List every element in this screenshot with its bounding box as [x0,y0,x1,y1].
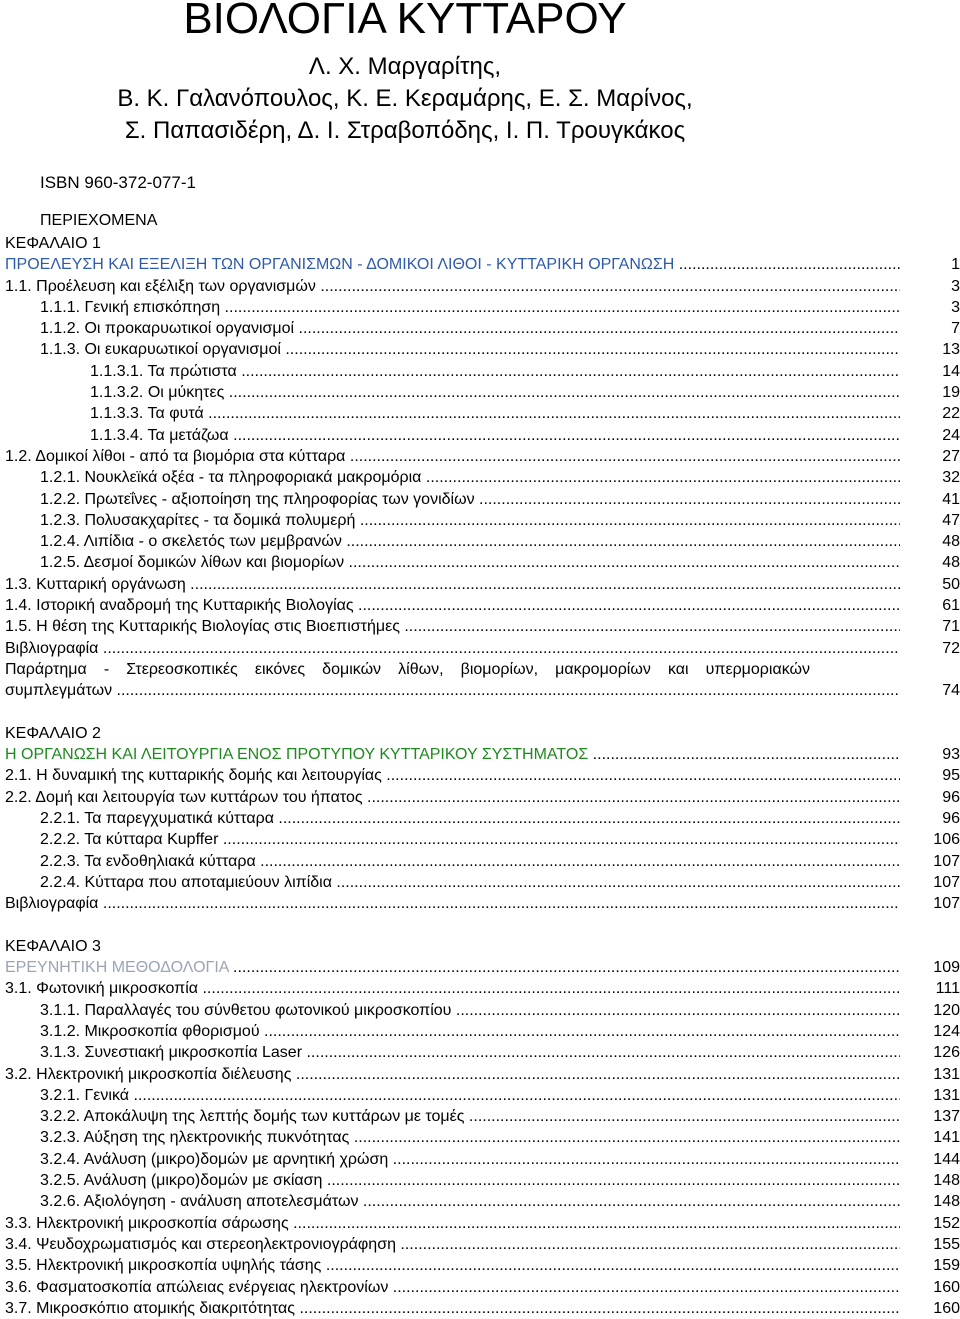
toc-entry-text: 1.1.3.4. Τα μετάζωα ..... [90,425,900,446]
toc-entry-text: 1.1.1. Γενική επισκόπηση ..... [40,297,900,318]
toc-entry-page: 96 [942,788,960,806]
chapter-3-heading: ΚΕΦΑΛΑΙΟ 3 [5,937,101,955]
toc-entry-page: 27 [942,447,960,465]
authors-line-2: Β. Κ. Γαλανόπουλος, Κ. Ε. Κεραμάρης, Ε. Σ. Μαρίνος, [117,85,693,112]
toc-entry-text: 2.2.4. Κύτταρα που αποταμιεύουν λιπίδια ..... [40,872,900,893]
toc-entry-text: 3.6. Φασματοσκοπία απώλειας ενέργειας ηλεκτρονίων ..... [5,1277,900,1298]
toc-entry-page: 74 [942,682,960,700]
toc-entry-page: 148 [933,1193,960,1211]
toc-entry[interactable] [0,1000,960,1021]
book-title: ΒΙΟΛΟΓΙΑ ΚΥΤΤΑΡΟΥ [183,0,627,43]
toc-entry-text: 1.1.3.2. Οι μύκητες ..... [90,382,900,403]
toc-entry-page: 24 [942,426,960,444]
toc-entry-page: 7 [951,320,960,338]
toc-entry-page: 148 [933,1172,960,1190]
toc-entry[interactable] [0,893,960,914]
chapter-2-heading: ΚΕΦΑΛΑΙΟ 2 [5,724,101,742]
toc-entry[interactable] [0,1021,960,1042]
contents-heading: ΠΕΡΙΕΧΟΜΕΝΑ [40,212,158,229]
toc-entry[interactable] [0,297,960,318]
toc-entry[interactable] [0,978,960,999]
toc-entry-page: 13 [942,341,960,359]
toc-entry-text: 1.2.1. Νουκλεϊκά οξέα - τα πληροφοριακά μακρομόρια ..... [40,467,900,488]
toc-entry[interactable] [0,851,960,872]
toc-entry-page: 124 [933,1022,960,1040]
toc-entry[interactable] [0,872,960,893]
toc-entry-text: 2.2.3. Τα ενδοθηλιακά κύτταρα ..... [40,851,900,872]
toc-entry-text: Βιβλιογραφία ..... [5,638,900,659]
toc-entry-page: 48 [942,533,960,551]
toc-entry-text: ΠΡΟΕΛΕΥΣΗ ΚΑΙ ΕΞΕΛΙΞΗ ΤΩΝ ΟΡΓΑΝΙΣΜΩΝ - ΔΟΜΙΚΟΙ ΛΙΘΟΙ - ΚΥΤΤΑΡΙΚΗ ΟΡΓΑΝΩΣΗ ..... [5,254,900,275]
toc-entry[interactable] [0,425,960,446]
toc-entry-text: 3.2.3. Αύξηση της ηλεκτρονικής πυκνότητας ..... [40,1127,900,1148]
toc-entry-text: 1.1.3. Οι ευκαρυωτικοί οργανισμοί ..... [40,339,900,360]
toc-entry-page: 126 [933,1044,960,1062]
toc-entry-text: 1.1.3.1. Τα πρώτιστα ..... [90,361,900,382]
toc-entry[interactable] [0,361,960,382]
toc-entry-text: 3.5. Ηλεκτρονική μικροσκοπία υψηλής τάσης ..... [5,1255,900,1276]
toc-entry-page: 71 [942,618,960,636]
toc-entry[interactable] [0,616,960,637]
toc-entry[interactable] [0,318,960,339]
toc-entry[interactable] [0,1085,960,1106]
toc-entry-page: 93 [942,746,960,764]
toc-entry[interactable] [0,1191,960,1212]
chapter-2-title-row[interactable] [0,744,960,765]
toc-entry[interactable] [0,552,960,573]
toc-entry-page: 95 [942,767,960,785]
toc-entry[interactable] [0,1106,960,1127]
toc-entry[interactable] [0,829,960,850]
toc-entry-text: 1.2.2. Πρωτεΐνες - αξιοποίηση της πληροφορίας των γονιδίων ..... [40,489,900,510]
toc-entry-text: 3.2.5. Ανάλυση (μικρο)δομών με σκίαση ..... [40,1170,900,1191]
toc-entry[interactable] [0,1149,960,1170]
toc-entry-page: 131 [933,1086,960,1104]
toc-entry-page: 160 [933,1278,960,1296]
toc-entry-text: συμπλεγμάτων ..... [5,680,900,701]
toc-entry-text: Η ΟΡΓΑΝΩΣΗ ΚΑΙ ΛΕΙΤΟΥΡΓΙΑ ΕΝΟΣ ΠΡΟΤΥΠΟΥ ΚΥΤΤΑΡΙΚΟΥ ΣΥΣΤΗΜΑΤΟΣ ..... [5,744,900,765]
appendix-line-1[interactable]: Παράρτημα - Στερεοσκοπικές εικόνες δομικών λίθων, βιομορίων, μακρομορίων και υπερμοριακών [5,660,810,678]
toc-entry-text: 1.2.3. Πολυσακχαρίτες - τα δομικά πολυμερή ..... [40,510,900,531]
toc-entry-page: 32 [942,469,960,487]
toc-entry-page: 155 [933,1235,960,1253]
toc-entry-text: 1.2.5. Δεσμοί δομικών λίθων και βιομορίων ..... [40,552,900,573]
toc-entry[interactable] [0,1064,960,1085]
toc-entry-page: 109 [933,959,960,977]
toc-entry-page: 72 [942,639,960,657]
toc-entry-text: Βιβλιογραφία ..... [5,893,900,914]
toc-entry-page: 50 [942,575,960,593]
toc-entry-text: 1.3. Κυτταρική οργάνωση ..... [5,574,900,595]
toc-entry-text: 1.1.2. Οι προκαρυωτικοί οργανισμοί ..... [40,318,900,339]
toc-entry[interactable] [0,276,960,297]
toc-entry[interactable] [0,467,960,488]
toc-entry-page: 107 [933,873,960,891]
toc-entry-page: 61 [942,597,960,615]
toc-entry-text: 1.5. Η θέση της Κυτταρικής Βιολογίας στις Βιοεπιστήμες ..... [5,616,900,637]
toc-entry-page: 137 [933,1108,960,1126]
toc-entry-page: 111 [935,980,960,998]
toc-entry-text: ΕΡΕΥΝΗΤΙΚΗ ΜΕΘΟΔΟΛΟΓΙΑ ..... [5,957,900,978]
chapter-1-title-row[interactable] [0,254,960,275]
toc-entry-text: 1.4. Ιστορική αναδρομή της Κυτταρικής Βιολογίας ..... [5,595,900,616]
toc-entry[interactable] [0,808,960,829]
toc-entry-page: 120 [933,1001,960,1019]
toc-entry-text: 2.2. Δομή και λειτουργία των κυττάρων του ήπατος ..... [5,787,900,808]
toc-entry-text: 1.2. Δομικοί λίθοι - από τα βιομόρια στα κύτταρα ..... [5,446,900,467]
toc-entry-text: 3.1.2. Μικροσκοπία φθορισμού ..... [40,1021,900,1042]
toc-entry[interactable] [0,1042,960,1063]
chapter-1-heading: ΚΕΦΑΛΑΙΟ 1 [5,235,101,252]
toc-entry-text: 2.2.1. Τα παρεγχυματικά κύτταρα ..... [40,808,900,829]
toc-entry-page: 107 [933,852,960,870]
toc-entry[interactable] [0,1170,960,1191]
toc-entry-page: 96 [942,810,960,828]
toc-entry-page: 131 [933,1065,960,1083]
toc-entry-page: 107 [933,895,960,913]
authors-line-3: Σ. Παπασιδέρη, Δ. Ι. Στραβοπόδης, Ι. Π. Τρουγκάκος [124,117,686,144]
toc-entry-text: 1.1. Προέλευση και εξέλιξη των οργανισμών ..... [5,276,900,297]
toc-entry[interactable] [0,1234,960,1255]
toc-entry-page: 152 [933,1214,960,1232]
toc-entry[interactable] [0,787,960,808]
isbn: ISBN 960-372-077-1 [40,173,196,192]
toc-entry-text: 3.2.4. Ανάλυση (μικρο)δομών με αρνητική χρώση ..... [40,1149,900,1170]
toc-entry[interactable] [0,510,960,531]
toc-entry-page: 141 [933,1129,960,1147]
toc-entry-page: 1 [951,256,960,274]
toc-entry[interactable] [0,574,960,595]
toc-entry-text: 3.4. Ψευδοχρωματισμός και στερεοηλεκτρονιογράφηση ..... [5,1234,900,1255]
appendix-line-2[interactable] [0,680,960,701]
toc-entry-page: 22 [942,405,960,423]
toc-entry-text: 3.1. Φωτονική μικροσκοπία ..... [5,978,900,999]
toc-entry-text: 3.2.2. Αποκάλυψη της λεπτής δομής των κυττάρων με τομές ..... [40,1106,900,1127]
toc-entry-page: 160 [933,1299,960,1317]
toc-entry[interactable] [0,446,960,467]
toc-entry-text: 3.2.6. Αξιολόγηση - ανάλυση αποτελεσμάτων ..... [40,1191,900,1212]
toc-entry[interactable] [0,403,960,424]
toc-entry[interactable] [0,382,960,403]
toc-entry-page: 19 [942,384,960,402]
toc-entry-page: 144 [933,1150,960,1168]
toc-entry-page: 48 [942,554,960,572]
toc-entry[interactable] [0,1255,960,1276]
toc-entry-page: 3 [951,298,960,316]
toc-entry[interactable] [0,595,960,616]
toc-entry[interactable] [0,1298,960,1319]
toc-entry[interactable] [0,1127,960,1148]
table-of-contents [0,233,960,1319]
toc-entry-page: 47 [942,511,960,529]
toc-entry-page: 106 [933,831,960,849]
authors-line-1: Λ. Χ. Μαργαρίτης, [308,53,502,80]
toc-entry[interactable] [0,638,960,659]
toc-entry-text: 1.2.4. Λιπίδια - ο σκελετός των μεμβρανών ..... [40,531,900,552]
toc-entry-text: 3.2.1. Γενικά ..... [40,1085,900,1106]
toc-entry-text: 3.1.3. Συνεστιακή μικροσκοπία Laser ..... [40,1042,900,1063]
toc-entry-text: 3.1.1. Παραλλαγές του σύνθετου φωτονικού μικροσκοπίου ..... [40,1000,900,1021]
toc-entry[interactable] [0,765,960,786]
toc-entry-text: 3.7. Μικροσκόπιο ατομικής διακριτότητας ..... [5,1298,900,1319]
toc-entry-text: 1.1.3.3. Τα φυτά ..... [90,403,900,424]
toc-entry-page: 41 [942,490,960,508]
toc-entry[interactable] [0,1277,960,1298]
toc-entry-page: 159 [933,1257,960,1275]
chapter-3-title-row[interactable] [0,957,960,978]
toc-entry[interactable] [0,489,960,510]
toc-entry[interactable] [0,531,960,552]
toc-entry-text: 3.2. Ηλεκτρονική μικροσκοπία διέλευσης ..... [5,1064,900,1085]
toc-entry-text: 2.2.2. Τα κύτταρα Kupffer ..... [40,829,900,850]
toc-entry[interactable] [0,1213,960,1234]
toc-entry-text: 3.3. Ηλεκτρονική μικροσκοπία σάρωσης ..... [5,1213,900,1234]
toc-entry-page: 14 [942,362,960,380]
toc-entry-text: 2.1. Η δυναμική της κυτταρικής δομής και λειτουργίας ..... [5,765,900,786]
toc-entry[interactable] [0,339,960,360]
toc-entry-page: 3 [951,277,960,295]
